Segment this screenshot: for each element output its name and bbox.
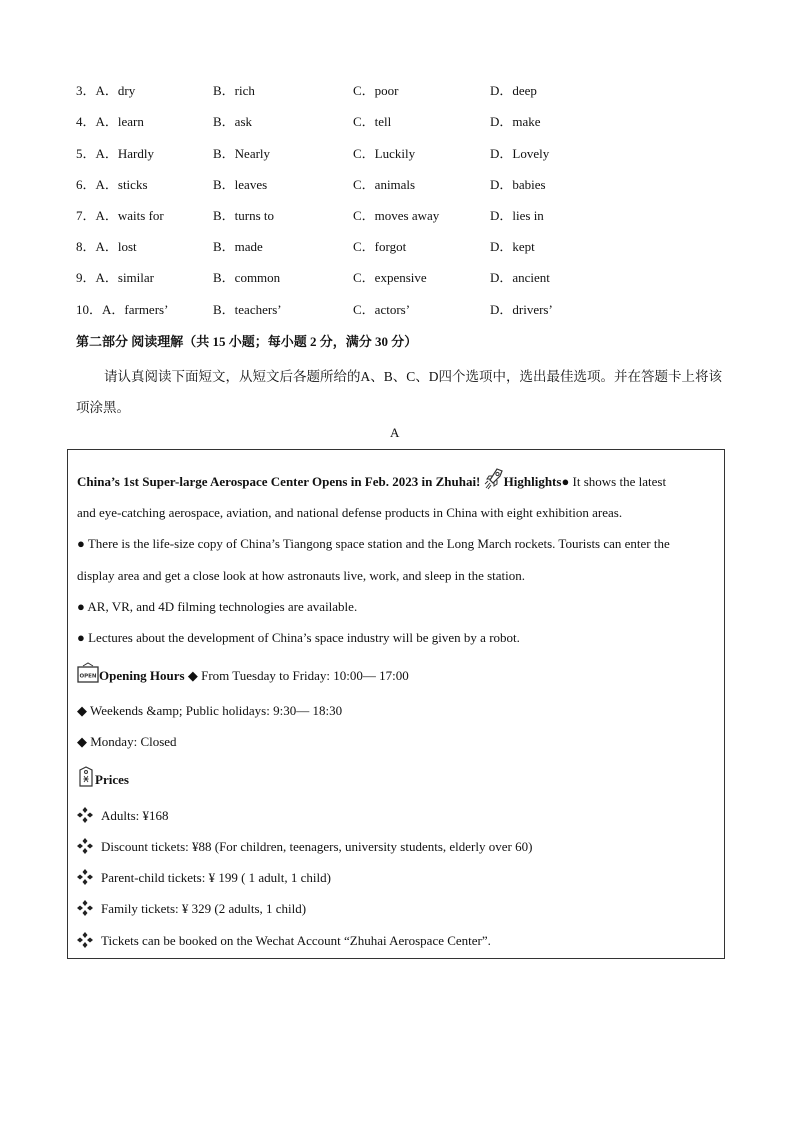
option-c: C．animals bbox=[353, 177, 416, 192]
price-item bbox=[77, 900, 306, 917]
option-c: C．poor bbox=[353, 83, 399, 98]
passage-box bbox=[67, 449, 725, 959]
instruction-text: 请认真阅读下面短文，从短文后各题所给的A、B、C、D四个选项中，选出最佳选项。并在答题卡上将该项涂黑。 bbox=[76, 369, 723, 415]
diamond-bullet-icon bbox=[77, 869, 93, 885]
option-c: C．expensive bbox=[353, 270, 427, 285]
prices-heading bbox=[77, 766, 129, 792]
option-b: B．ask bbox=[213, 114, 253, 129]
highlights-intro: ● It shows the latest bbox=[561, 474, 667, 489]
section-title: 第二部分 阅读理解（共 15 小题；每小题 2 分，满分 30 分） bbox=[76, 334, 418, 349]
price-item bbox=[77, 869, 331, 886]
bullet-tiangong-cont: display area and get a close look at how astronauts live, work, and sleep in the station. bbox=[77, 568, 526, 583]
price-family: Family tickets: ¥ 329 (2 adults, 1 child) bbox=[101, 901, 307, 916]
price-booking: Tickets can be booked on the Wechat Account “Zhuhai Aerospace Center”. bbox=[101, 933, 491, 948]
passage-letter: A bbox=[390, 425, 400, 440]
opening-hours-line bbox=[77, 662, 409, 688]
price-item bbox=[77, 932, 491, 949]
option-a: 5．A．Hardly bbox=[76, 146, 154, 161]
option-d: D．drivers’ bbox=[490, 302, 553, 317]
prices-label: Prices bbox=[95, 772, 129, 787]
diamond-bullet-icon bbox=[77, 900, 93, 916]
option-c: C．Luckily bbox=[353, 146, 416, 161]
option-b: B．made bbox=[213, 239, 263, 254]
option-a: 6．A．sticks bbox=[76, 177, 148, 192]
diamond-bullet-icon bbox=[77, 807, 93, 823]
option-b: B．turns to bbox=[213, 208, 275, 223]
option-c: C．moves away bbox=[353, 208, 440, 223]
open-sign-icon bbox=[77, 662, 99, 688]
rocket-icon bbox=[484, 468, 504, 494]
option-d: D．deep bbox=[490, 83, 537, 98]
bullet-technologies: ● AR, VR, and 4D filming technologies are available. bbox=[77, 599, 358, 614]
option-b: B．Nearly bbox=[213, 146, 271, 161]
option-a: 9．A．similar bbox=[76, 270, 154, 285]
bullet-lectures: ● Lectures about the development of China’s space industry will be given by a robot. bbox=[77, 630, 520, 645]
option-c: C．forgot bbox=[353, 239, 407, 254]
option-a: 10．A．farmers’ bbox=[76, 302, 169, 317]
option-b: B．leaves bbox=[213, 177, 268, 192]
option-c: C．tell bbox=[353, 114, 392, 129]
option-a: 8．A．lost bbox=[76, 239, 137, 254]
option-d: D．babies bbox=[490, 177, 546, 192]
hours-monday: ◆ Monday: Closed bbox=[77, 734, 177, 749]
option-d: D．make bbox=[490, 114, 541, 129]
option-d: D．lies in bbox=[490, 208, 544, 223]
diamond-bullet-icon bbox=[77, 932, 93, 948]
option-a: 3．A．dry bbox=[76, 83, 136, 98]
price-parent-child: Parent-child tickets: ¥ 199 ( 1 adult, 1 child) bbox=[101, 870, 331, 885]
hours-weekdays: ◆ From Tuesday to Friday: 10:00— 17:00 bbox=[187, 668, 409, 683]
opening-hours-label: Opening Hours bbox=[99, 668, 185, 683]
diamond-bullet-icon bbox=[77, 838, 93, 854]
option-b: B．common bbox=[213, 270, 281, 285]
hours-weekends: ◆ Weekends &amp; Public holidays: 9:30— 18:30 bbox=[77, 703, 343, 718]
price-item bbox=[77, 807, 169, 824]
option-d: D．ancient bbox=[490, 270, 550, 285]
price-adults: Adults: ¥168 bbox=[101, 808, 169, 823]
price-discount: Discount tickets: ¥88 (For children, teenagers, university students, elderly over 60) bbox=[101, 839, 533, 854]
option-b: B．rich bbox=[213, 83, 255, 98]
headline: China’s 1st Super-large Aerospace Center Opens in Feb. 2023 in Zhuhai! bbox=[77, 474, 481, 489]
option-d: D．kept bbox=[490, 239, 535, 254]
option-b: B．teachers’ bbox=[213, 302, 282, 317]
bullet-tiangong: ● There is the life-size copy of China’s Tiangong space station and the Long March rockets. Tourists can enter the bbox=[77, 536, 670, 551]
open-sign-text: OPEN bbox=[79, 673, 97, 680]
headline-line bbox=[77, 468, 666, 494]
option-c: C．actors’ bbox=[353, 302, 411, 317]
price-item bbox=[77, 838, 532, 855]
option-a: 4．A．learn bbox=[76, 114, 144, 129]
highlights-intro-cont: and eye-catching aerospace, aviation, and national defense products in China with eight exhibition areas. bbox=[77, 505, 623, 520]
option-d: D．Lovely bbox=[490, 146, 550, 161]
highlights-label: Highlights bbox=[503, 474, 562, 489]
option-a: 7．A．waits for bbox=[76, 208, 164, 223]
price-tag-icon bbox=[77, 766, 95, 792]
